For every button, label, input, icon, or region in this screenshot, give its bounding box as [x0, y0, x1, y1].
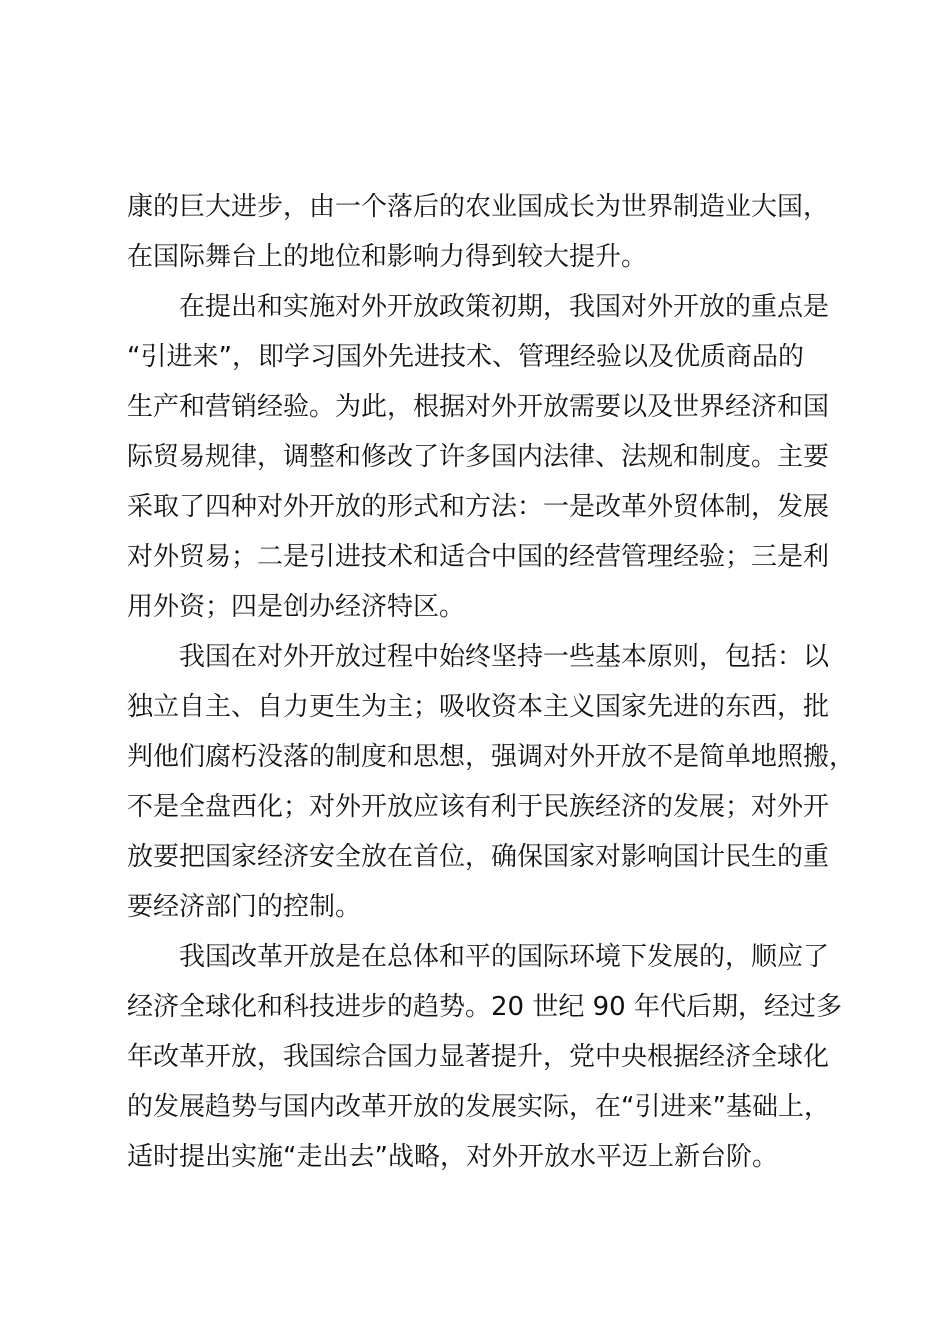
text-line: 独立自主、自力更生为主；吸收资本主义国家先进的东西，批 [127, 692, 830, 722]
text-line: 用外资；四是创办经济特区。 [127, 592, 466, 622]
text-line: 康的巨大进步，由一个落后的农业国成长为世界制造业大国， [127, 192, 830, 222]
text-line: 不是全盘西化；对外开放应该有利于民族经济的发展；对外开 [127, 792, 830, 822]
text-line: 我国改革开放是在总体和平的国际环境下发展的，顺应了 [127, 942, 830, 972]
paragraph-3 [127, 632, 867, 932]
text-line: 在提出和实施对外开放政策初期，我国对外开放的重点是 [127, 292, 830, 322]
paragraph-2 [127, 282, 867, 632]
text-line: 年改革开放，我国综合国力显著提升，党中央根据经济全球化 [127, 1042, 830, 1072]
text-line: 在国际舞台上的地位和影响力得到较大提升。 [127, 242, 648, 272]
text-line: 采取了四种对外开放的形式和方法：一是改革外贸体制，发展 [127, 492, 830, 522]
text-line: 对外贸易；二是引进技术和适合中国的经营管理经验；三是利 [127, 542, 830, 572]
text-line: 适时提出实施“走出去”战略，对外开放水平迈上新台阶。 [127, 1142, 778, 1172]
text-line: 的发展趋势与国内改革开放的发展实际，在“引进来”基础上， [127, 1092, 830, 1122]
text-line: 判他们腐朽没落的制度和思想，强调对外开放不是简单地照搬， [127, 742, 856, 772]
text-line: 要经济部门的控制。 [127, 892, 362, 922]
body-text [127, 182, 867, 1182]
text-line: 经济全球化和科技进步的趋势。20 世纪 90 年代后期，经过多 [127, 992, 842, 1022]
paragraph-1 [127, 182, 867, 282]
paragraph-4 [127, 932, 867, 1182]
text-line: 放要把国家经济安全放在首位，确保国家对影响国计民生的重 [127, 842, 830, 872]
text-line: 生产和营销经验。为此，根据对外开放需要以及世界经济和国 [127, 392, 830, 422]
text-line: 我国在对外开放过程中始终坚持一些基本原则，包括：以 [127, 642, 830, 672]
text-line: 际贸易规律，调整和修改了许多国内法律、法规和制度。主要 [127, 442, 830, 472]
text-line: “引进来”，即学习国外先进技术、管理经验以及优质商品的 [127, 342, 804, 372]
